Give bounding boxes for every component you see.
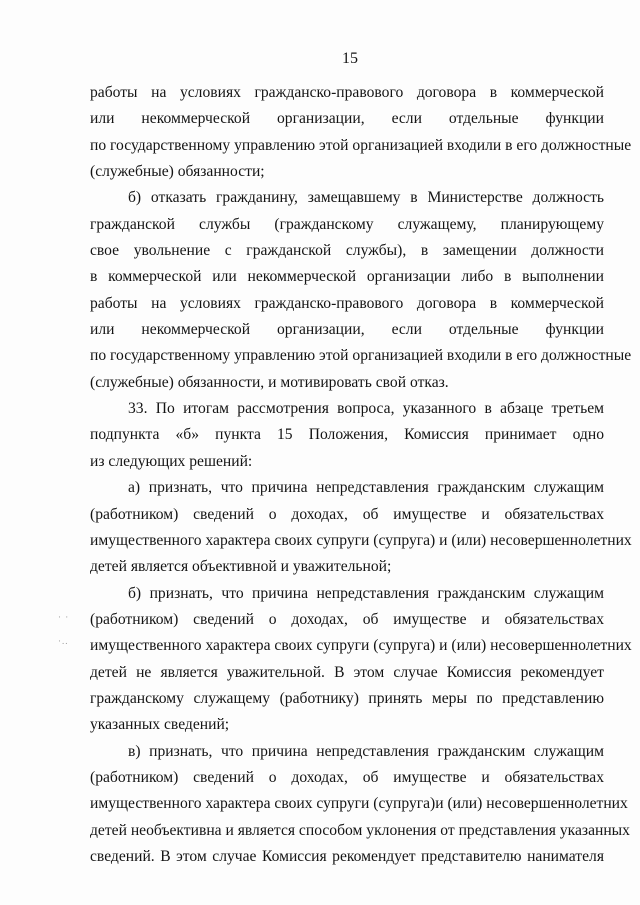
text-line: (работником) сведений о доходах, об имуществе и обязательствах xyxy=(90,505,604,523)
text-line: в) признать, что причина непредставления гражданским служащим xyxy=(128,742,604,760)
text-line: (служебные) обязанности, и мотивировать свой отказ. xyxy=(90,373,449,391)
text-line: имущественного характера своих супруги (супруга) и (или) несовершеннолетних xyxy=(90,637,632,655)
text-line: детей необъективна и является способом уклонения от представления указанных xyxy=(90,821,630,839)
margin-speck: · · xyxy=(58,612,70,622)
page-number: 15 xyxy=(342,50,358,67)
text-line: в коммерческой или некоммерческой организации либо в выполнении xyxy=(90,268,604,286)
text-line: гражданской службы (гражданскому служащему, планирующему xyxy=(90,215,604,233)
text-line: детей не является уважительной. В этом случае Комиссия рекомендует xyxy=(90,663,604,681)
text-line: работы на условиях гражданско-правового договора в коммерческой xyxy=(90,84,604,101)
text-line: а) признать, что причина непредставления гражданским служащим xyxy=(128,479,604,497)
text-line: (работником) сведений о доходах, об имуществе и обязательствах xyxy=(90,610,604,628)
margin-speck: ·.. xyxy=(58,636,69,646)
text-line: или некоммерческой организации, если отдельные функции xyxy=(90,110,604,128)
text-line: имущественного характера своих супруги (супруга)и (или) несовершеннолетних xyxy=(90,795,628,813)
text-line: подпункта «б» пункта 15 Положения, Комиссия принимает одно xyxy=(90,426,604,444)
text-line: по государственному управлению этой организацией входили в его должностные xyxy=(90,136,632,154)
text-line: (служебные) обязанности; xyxy=(90,163,265,181)
text-line: б) отказать гражданину, замещавшему в Министерстве должность xyxy=(128,189,604,207)
text-line: или некоммерческой организации, если отдельные функции xyxy=(90,321,604,339)
text-line: работы на условиях гражданско-правового договора в коммерческой xyxy=(90,294,604,312)
text-line: указанных сведений; xyxy=(90,716,230,734)
text-line: детей является объективной и уважительной; xyxy=(90,558,392,576)
text-line: гражданскому служащему (работнику) принять меры по представлению xyxy=(90,689,604,707)
document-body xyxy=(90,80,632,870)
text-line: 33. По итогам рассмотрения вопроса, указанного в абзаце третьем xyxy=(128,400,604,418)
text-line: имущественного характера своих супруги (супруга) и (или) несовершеннолетних xyxy=(90,531,632,549)
text-line: (работником) сведений о доходах, об имуществе и обязательствах xyxy=(90,768,604,786)
text-line: б) признать, что причина непредставления гражданским служащим xyxy=(128,584,604,602)
text-line: сведений. В этом случае Комиссия рекомендует представителю нанимателя xyxy=(90,847,604,865)
text-line: по государственному управлению этой организацией входили в его должностные xyxy=(90,347,632,365)
text-line: свое увольнение с гражданской службы), в замещении должности xyxy=(90,242,604,260)
text-line: из следующих решений: xyxy=(90,452,253,470)
